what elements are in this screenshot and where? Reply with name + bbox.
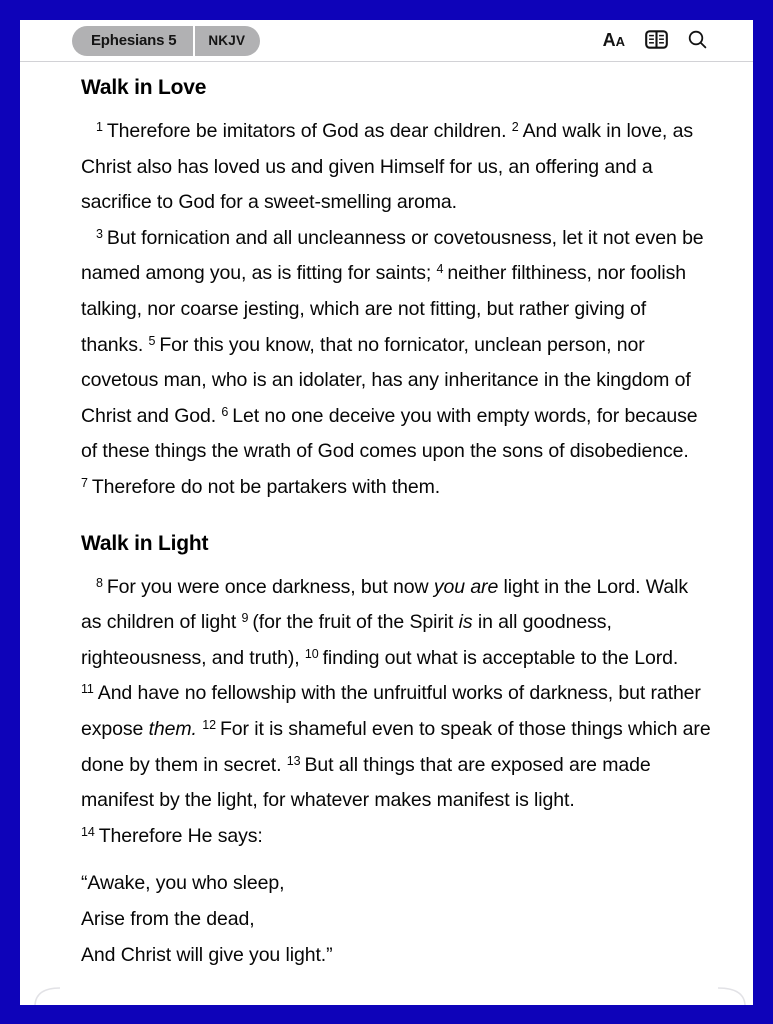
verse-number: 5 xyxy=(148,333,156,348)
poem-line: Arise from the dead, xyxy=(81,908,255,931)
verse-number: 11 xyxy=(81,682,94,697)
poem-block xyxy=(81,865,711,973)
scripture-scroll[interactable] xyxy=(20,62,753,1005)
header-icons xyxy=(603,30,707,52)
verse-number: 7 xyxy=(81,475,88,490)
verse-number: 10 xyxy=(304,646,319,661)
reference-pill xyxy=(72,26,260,56)
poem-line: And Christ will give you light.” xyxy=(81,944,333,967)
section-heading: Walk in Love xyxy=(81,76,207,99)
verse-paragraph[interactable]: $^8$ For you were once darkness, but now you are light in the Lord. Walk as children of light $^9$ (for the fruit of the Spirit is in all goodness, righteousness, and truth), $^{10}$ finding out what is acceptable to the Lord. $^{11}$ And have no fellowship with the unfruitful works of darkness, but rather expose them. $^{12}$ For it is shameful even to speak of those things which are done by them in secret. $^{13}$ But all things that are exposed are made manifest by the light, for whatever makes manifest is light. $^{14}$ Therefore He says: xyxy=(81,575,711,847)
verse-number: 12 xyxy=(202,717,216,732)
header-bar xyxy=(20,20,753,62)
verse-number: 14 xyxy=(81,824,95,839)
verse-number: 1 xyxy=(96,120,103,134)
verse-number: 4 xyxy=(436,262,444,277)
scripture-section xyxy=(81,76,711,506)
verse-number: 8 xyxy=(96,575,103,590)
search-button[interactable] xyxy=(688,30,707,52)
verse-paragraph[interactable]: $^3$ But fornication and all uncleanness or covetousness, let it not even be named among you, as is fitting for saints; $^4$ neither filthiness, nor foolish talking, nor coarse jesting, which are not fitting, but rather giving of thanks. $^5$ For this you know, that no fornicator, unclean person, nor covetous man, who is an idolater, has any inheritance in the kingdom of Christ and God. $^6$ Let no one deceive you with empty words, for because of these things the wrath of God comes upon the sons of disobedience. $^7$ Therefore do not be partakers with them. xyxy=(81,226,704,498)
translation-label: NKJV xyxy=(208,33,246,48)
scripture-section xyxy=(81,532,711,974)
text-size-button[interactable] xyxy=(603,30,625,51)
scripture-content xyxy=(81,76,711,973)
text-size-icon: AA xyxy=(602,30,625,50)
search-icon xyxy=(688,30,707,52)
verse-number: 6 xyxy=(221,404,229,419)
book-chapter-label: Ephesians 5 xyxy=(91,32,177,49)
verse-paragraph[interactable]: $^1$ Therefore be imitators of God as dear children. $^2$ And walk in love, as Christ also has loved us and given Himself for us, an offering and a sacrifice to God for a sweet-smelling aroma. xyxy=(81,120,693,214)
reader-options-button[interactable] xyxy=(645,30,668,52)
verse-number: 9 xyxy=(241,611,249,626)
verse-number: 13 xyxy=(286,753,301,768)
verse-number: 2 xyxy=(511,120,519,134)
section-heading: Walk in Light xyxy=(81,531,209,555)
verse-number: 3 xyxy=(96,226,103,241)
open-book-icon xyxy=(645,30,668,52)
translation-button[interactable] xyxy=(195,26,260,56)
poem-line: “Awake, you who sleep, xyxy=(81,872,285,895)
book-chapter-button[interactable] xyxy=(72,26,193,56)
app-window xyxy=(20,20,753,1005)
